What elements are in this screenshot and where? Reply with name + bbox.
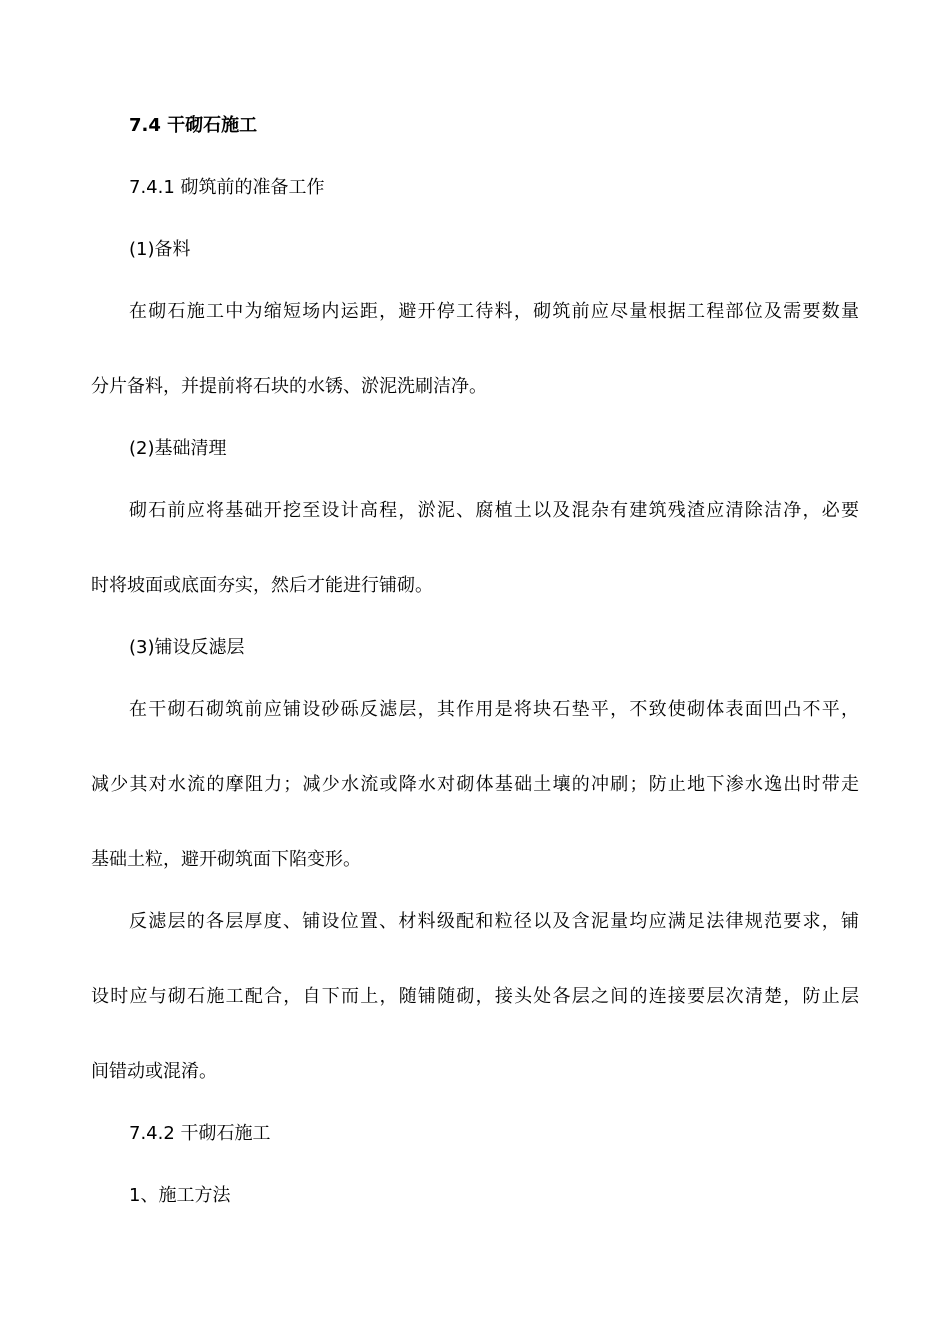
- subsection-title-7-4-2: 7.4.2 干砌石施工: [129, 1123, 271, 1144]
- paragraph-line: 设时应与砌石施工配合，自下而上，随铺随砌，接头处各层之间的连接要层次清楚，防止层: [91, 986, 859, 1007]
- paragraph-line: 减少其对水流的摩阻力；减少水流或降水对砌体基础土壤的冲刷；防止地下渗水逸出时带走: [91, 774, 859, 795]
- paragraph-line: 在干砌石砌筑前应铺设砂砾反滤层，其作用是将块石垫平，不致使砌体表面凹凸不平，: [129, 699, 859, 720]
- paragraph-line: 分片备料，并提前将石块的水锈、淤泥洗刷洁净。: [91, 376, 487, 397]
- paragraph-line: 砌石前应将基础开挖至设计高程，淤泥、腐植土以及混杂有建筑残渣应清除洁净，必要: [129, 500, 859, 521]
- paragraph-line: 时将坡面或底面夯实，然后才能进行铺砌。: [91, 575, 433, 596]
- paragraph-line: 基础土粒，避开砌筑面下陷变形。: [91, 849, 361, 870]
- paragraph-line: 间错动或混淆。: [91, 1061, 217, 1082]
- paragraph-line: 反滤层的各层厚度、铺设位置、材料级配和粒径以及含泥量均应满足法律规范要求，铺: [129, 911, 859, 932]
- section-title: 7.4 干砌石施工: [129, 115, 258, 136]
- subsection-title-7-4-1: 7.4.1 砌筑前的准备工作: [129, 177, 325, 198]
- item-heading-foundation-cleanup: (2)基础清理: [129, 438, 227, 459]
- item-heading-filter-layer: (3)铺设反滤层: [129, 637, 245, 658]
- paragraph-line: 在砌石施工中为缩短场内运距，避开停工待料，砌筑前应尽量根据工程部位及需要数量: [129, 301, 859, 322]
- item-heading-construction-method: 1、施工方法: [129, 1185, 231, 1206]
- item-heading-materials: (1)备料: [129, 239, 191, 260]
